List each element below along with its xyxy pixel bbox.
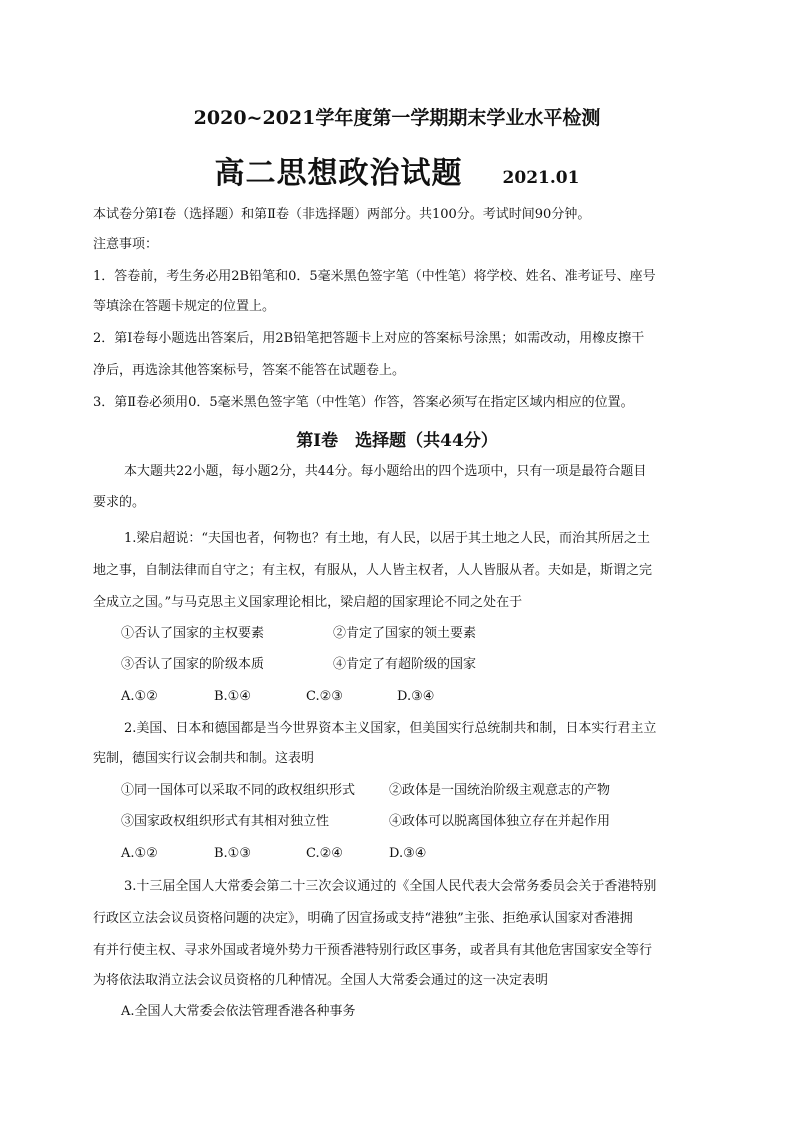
section-intro-line-2: 要求的。 [93, 495, 146, 510]
q2-item-3: ③国家政权组织形式有其相对独立性 [121, 814, 330, 829]
notice-2-line-2: 净后，再选涂其他答案标号，答案不能答在试题卷上。 [93, 363, 406, 378]
exam-header: 2020~2021学年度第一学期期末学业水平检测 [193, 107, 601, 129]
title-date: 2021.01 [502, 168, 580, 188]
title-main: 高二思想政治试题 [214, 156, 463, 191]
notice-1-line-2: 等填涂在答题卡规定的位置上。 [93, 299, 276, 314]
exam-title [0, 156, 794, 196]
intro-text: 本试卷分第Ⅰ卷（选择题）和第Ⅱ卷（非选择题）两部分。共100分。考试时间90分钟。 [93, 207, 591, 222]
q1-line-2: 地之事，自制法律而自守之；有主权，有服从，人人皆主权者，人人皆服从者。夫如是，斯谓之完 [93, 563, 653, 578]
q1-line-3: 全成立之国。”与马克思主义国家理论相比，梁启超的国家理论不同之处在于 [93, 595, 523, 610]
q2-choice-b: B.①③ [214, 846, 251, 861]
q2-item-4: ④政体可以脱离国体独立存在并起作用 [389, 814, 611, 829]
q2-choice-d: D.③④ [389, 846, 427, 861]
notice-1-line-1: 1．答卷前，考生务必用2B铅笔和0．5毫米黑色签字笔（中性笔）将学校、姓名、准考证号、座号 [93, 269, 656, 284]
q3-line-4: 为将依法取消立法会议员资格的几种情况。全国人大常委会通过的这一决定表明 [93, 973, 549, 988]
q2-item-2: ②政体是一国统治阶级主观意志的产物 [389, 783, 611, 798]
q2-choice-c: C.②④ [306, 846, 343, 861]
q1-item-2: ②肯定了国家的领土要素 [333, 626, 477, 641]
q3-line-3: 有并行使主权、寻求外国或者境外势力干预香港特别行政区事务，或者具有其他危害国家安全等行 [93, 943, 653, 958]
q1-choice-a: A.①② [121, 689, 158, 704]
q1-item-3: ③否认了国家的阶级本质 [121, 657, 265, 672]
section-title: 第Ⅰ卷 选择题（共44分） [296, 431, 498, 451]
q1-item-1: ①否认了国家的主权要素 [121, 626, 265, 641]
q1-choice-c: C.②③ [306, 689, 343, 704]
q3-line-2: 行政区立法会议员资格问题的决定》，明确了因宣扬或支持“港独”主张、拒绝承认国家对香港拥 [93, 911, 633, 926]
notice-2-line-1: 2．第Ⅰ卷每小题选出答案后，用2B铅笔把答题卡上对应的答案标号涂黑；如需改动，用橡皮擦干 [93, 331, 645, 346]
q1-choice-b: B.①④ [214, 689, 251, 704]
q1-choice-d: D.③④ [397, 689, 435, 704]
q2-item-1: ①同一国体可以采取不同的政权组织形式 [121, 783, 356, 798]
q3-line-1: 3.十三届全国人大常委会第二十三次会议通过的《全国人民代表大会常务委员会关于香港特别 [124, 879, 657, 894]
q2-choice-a: A.①② [121, 846, 158, 861]
q1-item-4: ④肯定了有超阶级的国家 [333, 657, 477, 672]
q2-line-2: 宪制，德国实行议会制共和制。这表明 [93, 751, 315, 766]
notice-3-line-1: 3．第Ⅱ卷必须用0．5毫米黑色签字笔（中性笔）作答，答案必须写在指定区域内相应的位置。 [93, 395, 634, 410]
q3-choice-a: A.全国人大常委会依法管理香港各种事务 [121, 1004, 356, 1019]
section-intro-line-1: 本大题共22小题，每小题2分，共44分。每小题给出的四个选项中，只有一项是最符合题目 [124, 464, 647, 479]
q2-line-1: 2.美国、日本和德国都是当今世界资本主义国家，但美国实行总统制共和制，日本实行君主立 [124, 721, 657, 736]
q1-line-1: 1.梁启超说：“夫国也者，何物也？有土地，有人民，以居于其土地之人民，而治其所居之土 [124, 531, 651, 546]
notice-heading: 注意事项： [93, 237, 159, 252]
